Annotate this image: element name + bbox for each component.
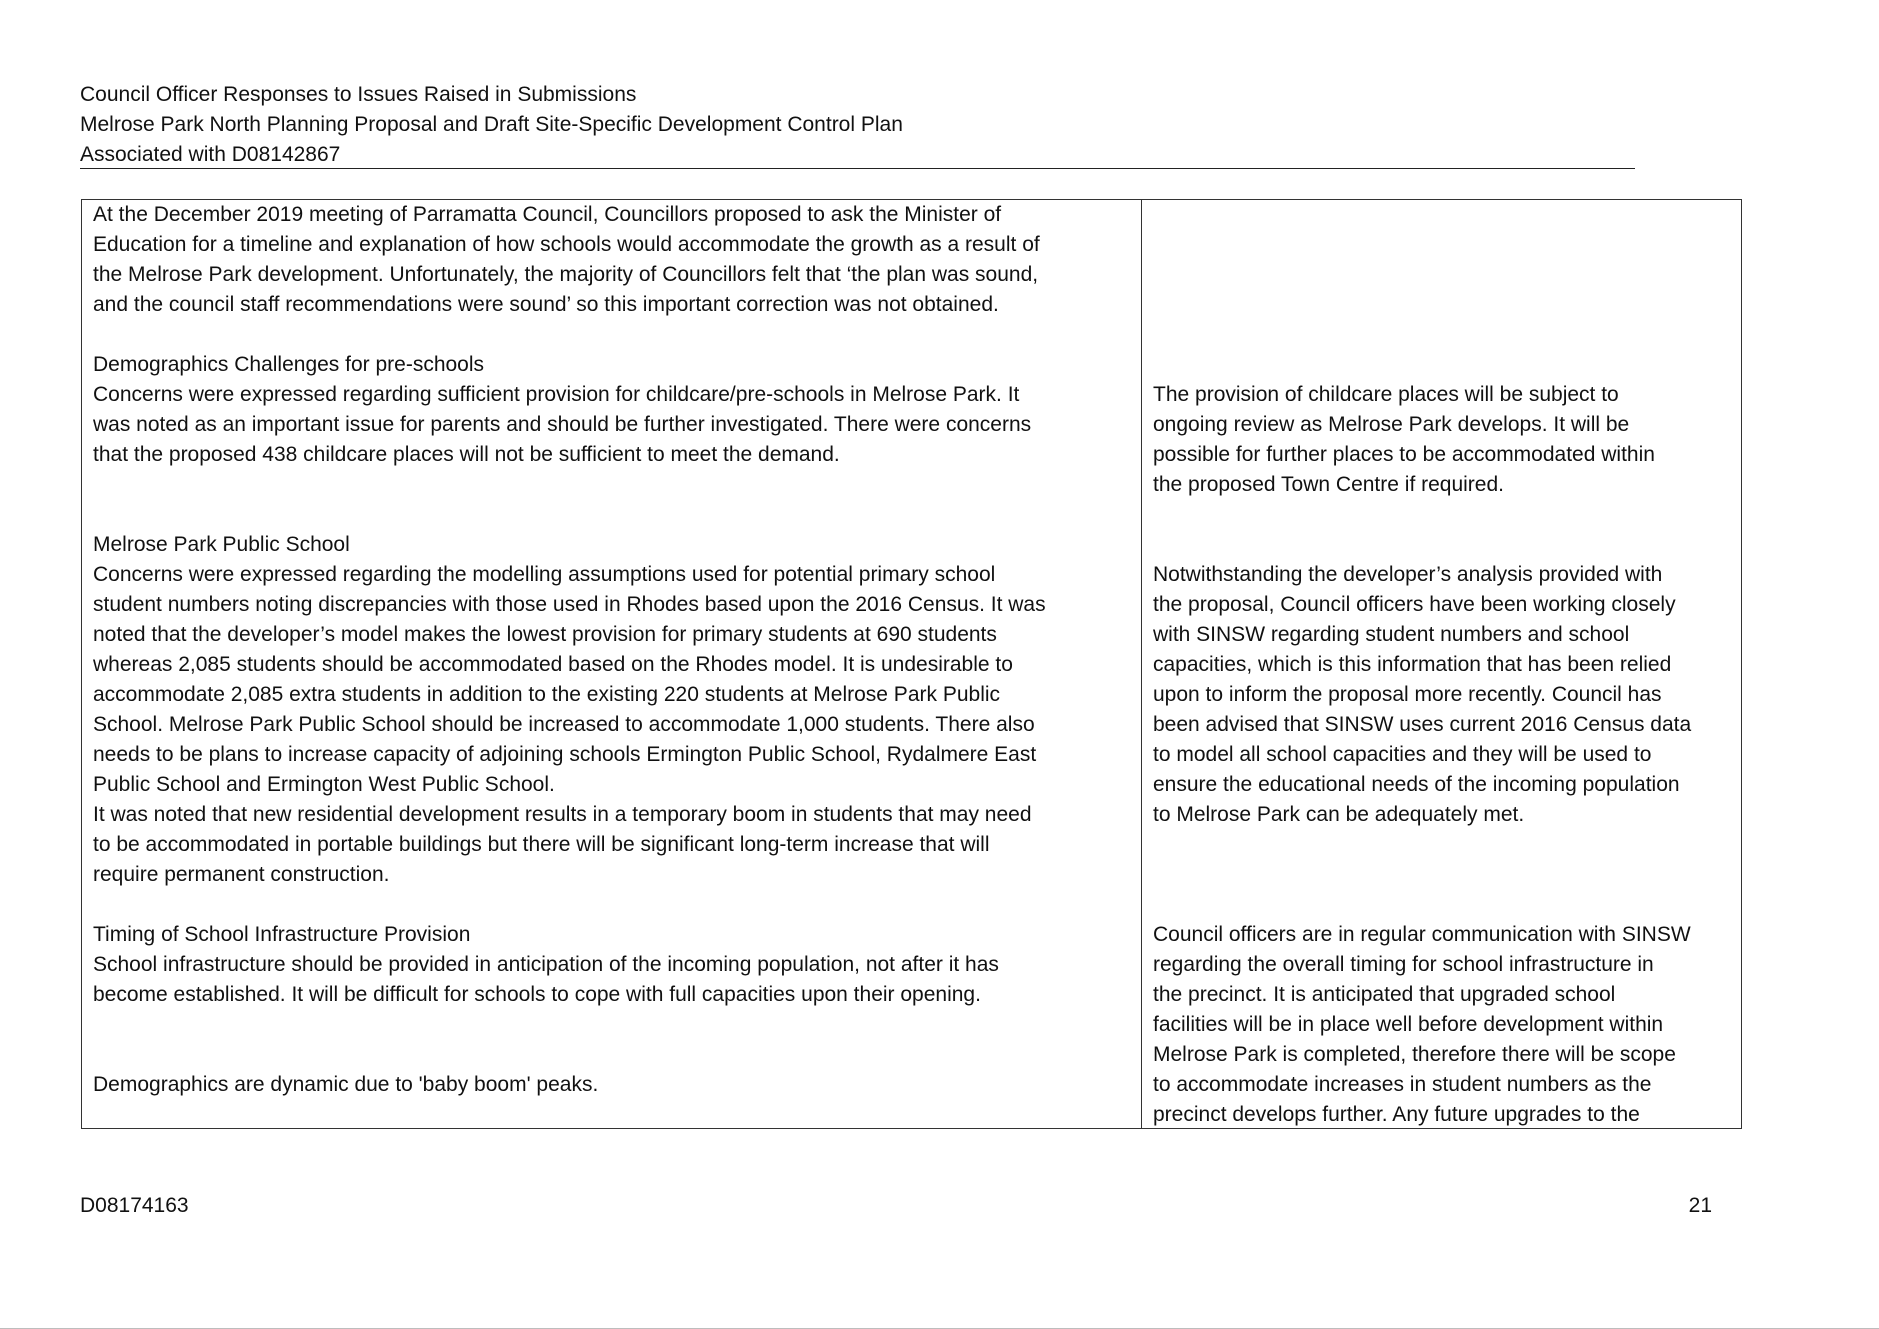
text-line: regarding the overall timing for school infrastructure in — [1153, 953, 1654, 976]
text-line: accommodate 2,085 extra students in addition to the existing 220 students at Melrose Park Public — [93, 683, 1001, 706]
text-line: student numbers noting discrepancies with those used in Rhodes based upon the 2016 Census. It was — [93, 593, 1046, 616]
issue-public-school — [93, 530, 1133, 890]
text-line: School infrastructure should be provided in anticipation of the incoming population, not after it has — [93, 953, 999, 976]
text-line: to model all school capacities and they will be used to — [1153, 743, 1652, 766]
text-line: At the December 2019 meeting of Parramatta Council, Councillors proposed to ask the Minister of — [93, 203, 1002, 226]
response-student-numbers — [1153, 560, 1738, 830]
issue-demographics — [93, 1070, 1133, 1100]
response-infrastructure-timing — [1153, 920, 1738, 1129]
text-line: the precinct. It is anticipated that upgraded school — [1153, 983, 1616, 1006]
text-line: facilities will be in place well before development within — [1153, 1013, 1664, 1036]
text-line: become established. It will be difficult for schools to cope with full capacities upon their opening. — [93, 983, 981, 1006]
text-line: to accommodate increases in student numbers as the — [1153, 1073, 1652, 1096]
text-line: Melrose Park is completed, therefore there will be scope — [1153, 1043, 1676, 1066]
text-line: ongoing review as Melrose Park develops. It will be — [1153, 413, 1630, 436]
text-line: Demographics are dynamic due to 'baby boom' peaks. — [93, 1073, 599, 1096]
text-line: the Melrose Park development. Unfortunately, the majority of Councillors felt that ‘the plan was sound, — [93, 263, 1039, 286]
header-subtitle: Melrose Park North Planning Proposal and Draft Site-Specific Development Control Plan — [80, 113, 903, 136]
text-line: was noted as an important issue for parents and should be further investigated. There were concerns — [93, 413, 1032, 436]
text-line: that the proposed 438 childcare places will not be sufficient to meet the demand. — [93, 443, 840, 466]
text-line: and the council staff recommendations were sound’ so this important correction was not obtained. — [93, 293, 999, 316]
text-line: precinct develops further. Any future upgrades to the — [1153, 1103, 1640, 1126]
text-line: possible for further places to be accommodated within — [1153, 443, 1655, 466]
text-line: to be accommodated in portable buildings but there will be significant long-term increase that will — [93, 833, 990, 856]
response-childcare — [1153, 380, 1738, 500]
document-id: D08174163 — [80, 1194, 189, 1217]
issue-infrastructure-timing — [93, 920, 1133, 1010]
text-line: It was noted that new residential development results in a temporary boom in students that may need — [93, 803, 1032, 826]
text-line: Concerns were expressed regarding the modelling assumptions used for potential primary school — [93, 563, 996, 586]
issue-council-meeting — [93, 200, 1133, 320]
text-line: Notwithstanding the developer’s analysis provided with — [1153, 563, 1663, 586]
text-line: Education for a timeline and explanation of how schools would accommodate the growth as a result of — [93, 233, 1040, 256]
page-header — [80, 80, 1635, 170]
text-line: the proposed Town Centre if required. — [1153, 473, 1504, 496]
column-divider — [1141, 200, 1142, 1128]
text-line: been advised that SINSW uses current 2016 Census data — [1153, 713, 1692, 736]
text-line: The provision of childcare places will be subject to — [1153, 383, 1619, 406]
section-heading: Demographics Challenges for pre-schools — [93, 353, 485, 376]
text-line: noted that the developer’s model makes the lowest provision for primary students at 690 students — [93, 623, 997, 646]
text-line: to Melrose Park can be adequately met. — [1153, 803, 1525, 826]
header-title: Council Officer Responses to Issues Raised in Submissions — [80, 83, 637, 106]
text-line: Public School and Ermington West Public School. — [93, 773, 555, 796]
issue-preschools — [93, 350, 1133, 470]
text-line: needs to be plans to increase capacity of adjoining schools Ermington Public School, Rydalmere East — [93, 743, 1037, 766]
header-reference: Associated with D08142867 — [80, 143, 341, 166]
text-line: Council officers are in regular communication with SINSW — [1153, 923, 1691, 946]
section-heading: Melrose Park Public School — [93, 533, 350, 556]
header-divider — [80, 168, 1635, 169]
text-line: the proposal, Council officers have been working closely — [1153, 593, 1676, 616]
text-line: capacities, which is this information that has been relied — [1153, 653, 1672, 676]
section-heading: Timing of School Infrastructure Provision — [93, 923, 471, 946]
text-line: ensure the educational needs of the incoming population — [1153, 773, 1680, 796]
text-line: upon to inform the proposal more recently. Council has — [1153, 683, 1662, 706]
submissions-table — [81, 199, 1742, 1129]
text-line: whereas 2,085 students should be accommodated based on the Rhodes model. It is undesirable to — [93, 653, 1013, 676]
text-line: with SINSW regarding student numbers and school — [1153, 623, 1630, 646]
text-line: School. Melrose Park Public School should be increased to accommodate 1,000 students. There also — [93, 713, 1035, 736]
page-number: 21 — [1688, 1194, 1712, 1217]
text-line: Concerns were expressed regarding sufficient provision for childcare/pre-schools in Melrose Park. It — [93, 383, 1020, 406]
text-line: require permanent construction. — [93, 863, 390, 886]
